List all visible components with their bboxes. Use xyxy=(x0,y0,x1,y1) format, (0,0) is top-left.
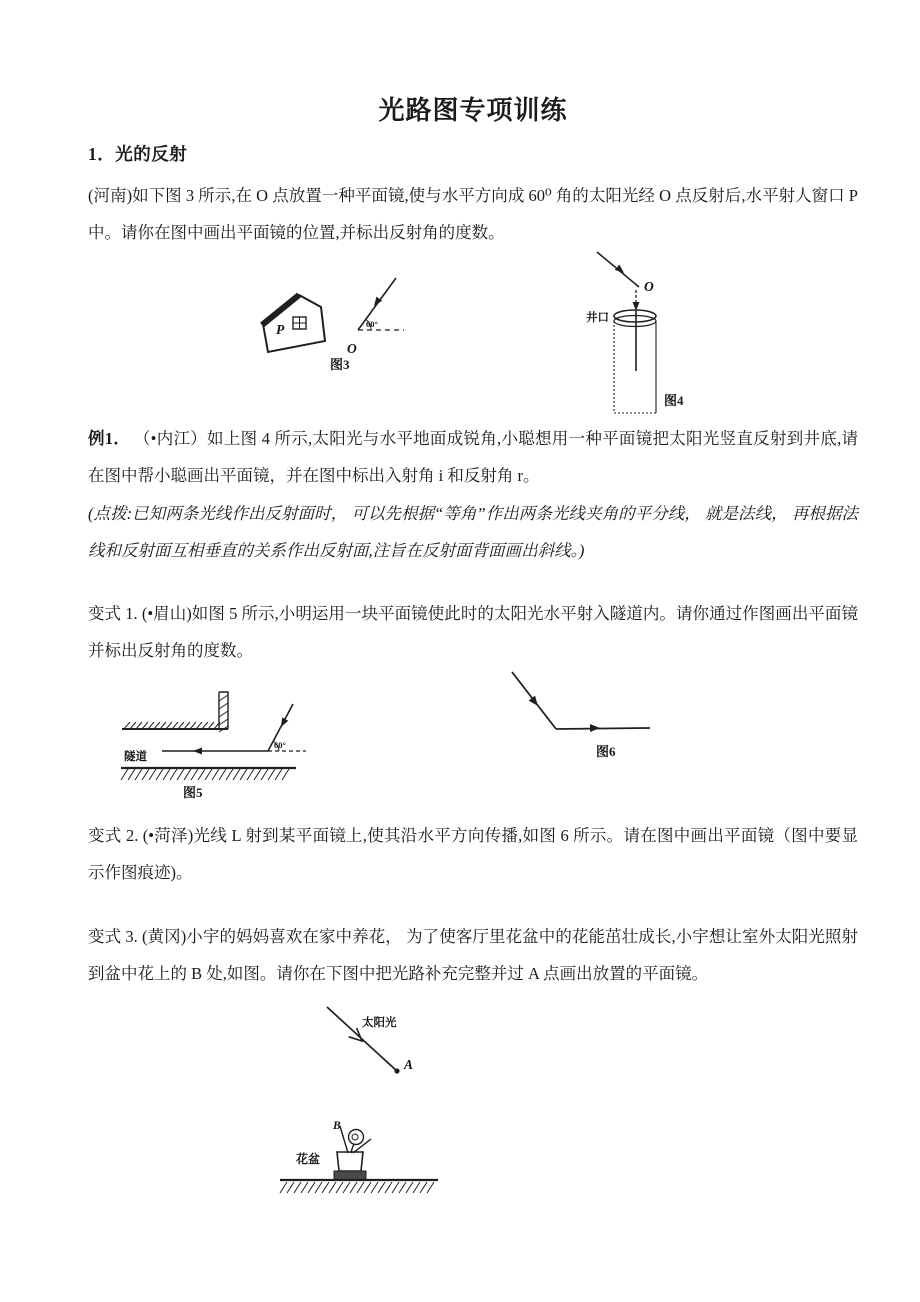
incident-ray-fig3 xyxy=(347,278,404,356)
house xyxy=(262,295,325,352)
tunnel-label: 隧道 xyxy=(124,751,147,763)
window-icon xyxy=(293,317,306,329)
sun-ray xyxy=(327,1007,413,1074)
point-b-label: B xyxy=(333,1120,341,1132)
reflected-ray-fig5 xyxy=(162,748,268,755)
point-o-label: O xyxy=(347,341,357,356)
incident-ray-fig6 xyxy=(512,672,556,729)
variant1-text: 变式 1. (•眉山)如图 5 所示,小明运用一块平面镜使此时的太阳光水平射入隧道内。请你通过作图画出平面镜并标出反射角的度数。 xyxy=(88,604,858,660)
incident-ray-fig5 xyxy=(268,704,306,751)
window-p-label: P xyxy=(276,322,285,337)
example1-hint-paragraph xyxy=(88,495,858,569)
pot-base xyxy=(334,1171,366,1180)
figure5-caption: 图5 xyxy=(183,785,203,800)
well-mouth-label: 井口 xyxy=(586,312,609,324)
variant2-text: 变式 2. (•菏泽)光线 L 射到某平面镜上,使其沿水平方向传播,如图 6 所示。请在图中画出平面镜（图中要显示作图痕迹)。 xyxy=(88,826,858,882)
page-title: 光路图专项训练 xyxy=(378,96,568,125)
well xyxy=(586,310,656,413)
ground-fig5 xyxy=(121,768,296,780)
wall-column-hatching xyxy=(219,695,228,732)
vertical-ray-into-well xyxy=(633,290,640,371)
example1-label: 例1． xyxy=(88,429,131,448)
flower-pot-label: 花盆 xyxy=(296,1152,321,1166)
point-a-dot xyxy=(394,1068,399,1073)
example1-text: （•内江）如上图 4 所示,太阳光与水平地面成锐角,小聪想用一种平面镜把太阳光竖直反射到井底,请在图中帮小聪画出平面镜，并在图中标出入射角 i 和反射角 r。 xyxy=(88,429,859,485)
ground-hatching xyxy=(280,1182,434,1193)
ray-arrowhead-icon xyxy=(278,717,288,728)
figure-3 xyxy=(240,250,420,395)
horizontal-ray-line xyxy=(556,728,650,729)
left-arrowhead-icon xyxy=(193,748,202,755)
angle-label: 60° xyxy=(366,319,378,329)
variant2-paragraph xyxy=(88,817,858,891)
intro-text: (河南)如下图 3 所示,在 O 点放置一种平面镜,使与水平方向成 60⁰ 角的太阳光经 O 点反射后,水平射人窗口 P 中。请你在图中画出平面镜的位置,并标出反射角的度数。 xyxy=(88,186,858,242)
flower-pot xyxy=(295,1151,366,1180)
incident-ray-fig4 xyxy=(597,252,654,294)
flower-center xyxy=(352,1134,358,1140)
example1-hint-text: (点拨:已知两条光线作出反射面时， 可以先根据“等角”作出两条光线夹角的平分线， 就是法线， 再根据法线和反射面互相垂直的关系作出反射面,注旨在反射面背面画出斜线。) xyxy=(88,504,858,560)
top-wall-hatching xyxy=(124,722,220,729)
ray-arrowhead-icon xyxy=(349,1028,362,1041)
pot-outline xyxy=(337,1152,363,1171)
example1-paragraph xyxy=(88,420,858,494)
intro-paragraph xyxy=(88,177,858,251)
ground-fig7 xyxy=(280,1180,438,1193)
angle-label: 60° xyxy=(274,740,286,750)
flower xyxy=(332,1120,371,1153)
figure3-caption: 图3 xyxy=(330,357,350,372)
reflected-ray-fig6 xyxy=(556,724,650,732)
figure-6 xyxy=(490,658,665,763)
figure6-caption: 图6 xyxy=(596,744,616,759)
section-heading-1: 1．光的反射 xyxy=(88,144,188,164)
figure4-caption: 图4 xyxy=(664,393,684,408)
point-o-label: O xyxy=(644,279,654,294)
point-a-label: A xyxy=(404,1057,414,1072)
right-arrowhead-icon xyxy=(590,724,600,732)
flower-stem-left xyxy=(340,1126,348,1153)
figure-5 xyxy=(105,675,320,805)
variant3-text: 变式 3. (黄冈)小宇的妈妈喜欢在家中养花， 为了使客厅里花盆中的花能茁壮成长,小宇想让室外太阳光照射到盆中花上的 B 处,如图。请你在下图中把光路补充完整并过 A 点画出放置的平面镜。 xyxy=(88,927,858,983)
flower-head xyxy=(349,1130,364,1145)
figure-4 xyxy=(575,245,710,420)
variant1-paragraph xyxy=(88,595,858,669)
variant3-paragraph xyxy=(88,918,858,992)
sunlight-label: 太阳光 xyxy=(362,1017,397,1029)
tunnel-top-wall xyxy=(122,692,228,732)
figure-7 xyxy=(270,998,450,1198)
ground-hatching xyxy=(121,769,289,780)
